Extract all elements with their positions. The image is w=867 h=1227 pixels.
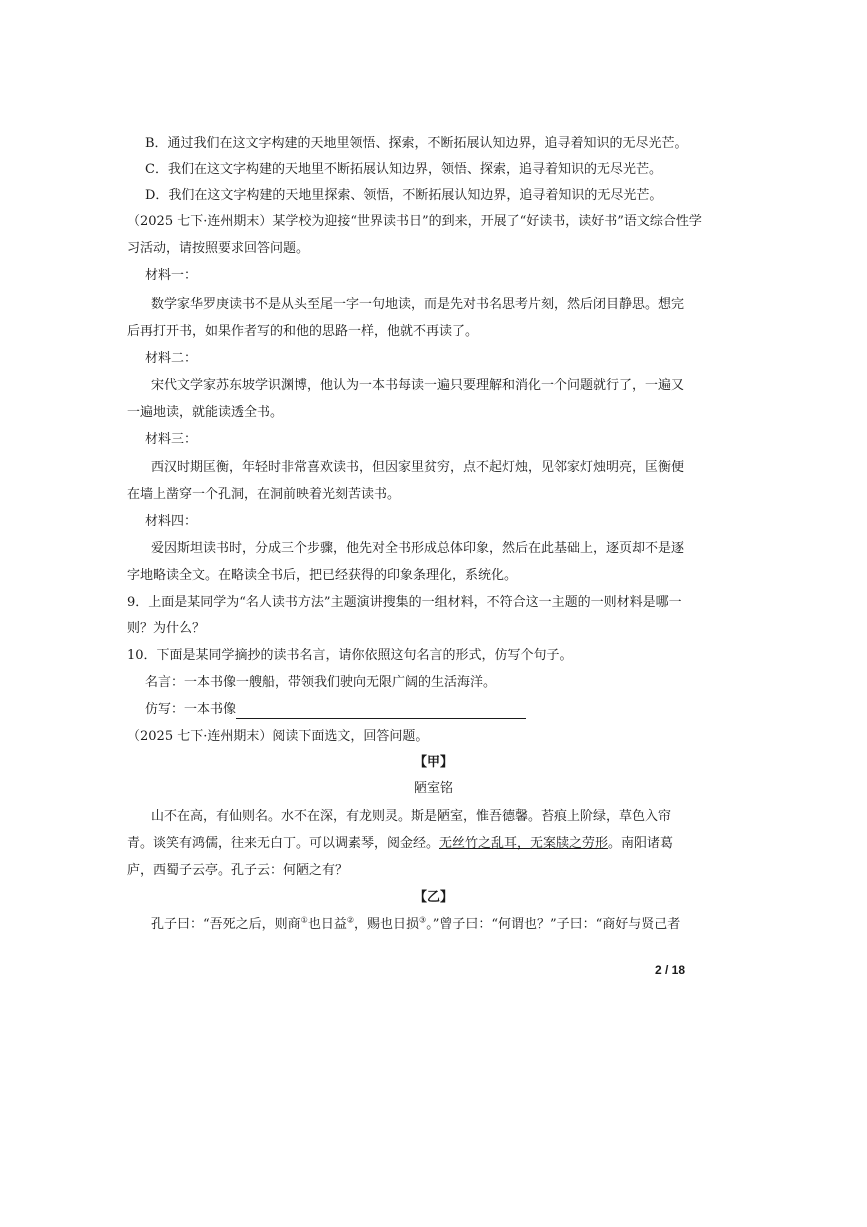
material4-line1: 爱因斯坦读书时，分成三个步骤，他先对全书形成总体印象，然后在此基础上，逐页却不是逐 bbox=[151, 541, 685, 556]
essay-jia-line2-text: 青。谈笑有鸿儒，往来无白丁。可以调素琴，阅金经。 bbox=[127, 836, 440, 851]
page-number: 2 / 18 bbox=[654, 963, 685, 977]
essay-yi-text-a: 孔子曰：“吾死之后，则商 bbox=[151, 917, 301, 932]
question-10: 10．下面是某同学摘抄的读书名言，请你依照这句名言的形式，仿写个句子。 bbox=[127, 648, 573, 663]
option-b: B．通过我们在这文字构建的天地里领悟、探索，不断拓展认知边界，追寻着知识的无尽光芒。 bbox=[145, 136, 688, 151]
material2-line1: 宋代文学家苏东坡学识渊博，他认为一本书每读一遍只要理解和消化一个问题就行了，一遍又 bbox=[151, 378, 685, 393]
footnote-marker-1: ① bbox=[300, 915, 308, 925]
essay-jia-line3: 庐，西蜀子云亭。孔子云：何陋之有？ bbox=[127, 863, 349, 878]
essay-title: 陋室铭 bbox=[413, 781, 453, 796]
essay-yi-text-d: 。”曾子曰：“何谓也？”子曰：“商好与贤己者 bbox=[426, 917, 681, 932]
essay-jia-line2 bbox=[127, 835, 673, 853]
answer-blank[interactable] bbox=[236, 704, 526, 719]
material3-line1: 西汉时期匡衡，年轻时非常喜欢读书，但因家里贫穷，点不起灯烛，见邻家灯烛明亮，匡衡便 bbox=[151, 460, 685, 475]
yi-heading: 【乙】 bbox=[413, 890, 453, 905]
question-9-line2: 则？为什么？ bbox=[127, 621, 206, 636]
material1-line2: 后再打开书，如果作者写的和他的思路一样，他就不再读了。 bbox=[127, 324, 479, 339]
option-d: D．我们在这文字构建的天地里探索、领悟，不断拓展认知边界，追寻着知识的无尽光芒。 bbox=[145, 188, 663, 203]
section1-intro-line1: （2025 七下·连州期末）某学校为迎接“世界读书日”的到来，开展了“好读书，读好书”语文综合性学 bbox=[127, 214, 702, 229]
material2-line2: 一遍地读，就能读透全书。 bbox=[127, 405, 284, 420]
material4-label: 材料四： bbox=[145, 514, 198, 529]
footnote-marker-2: ② bbox=[346, 915, 355, 925]
material4-line2: 字地略读全文。在略读全书后，把已经获得的印象条理化，系统化。 bbox=[127, 568, 518, 583]
section1-intro-line2: 习活动，请按照要求回答问题。 bbox=[127, 241, 310, 256]
essay-yi-line1 bbox=[151, 916, 680, 934]
imitate-prefix: 仿写：一本书像 bbox=[145, 702, 237, 717]
material2-label: 材料二： bbox=[145, 351, 198, 366]
material1-label: 材料一： bbox=[145, 268, 198, 283]
underlined-phrase: 无丝竹之乱耳，无案牍之劳形 bbox=[439, 836, 609, 851]
quote-line: 名言：一本书像一艘船，带领我们驶向无限广阔的生活海洋。 bbox=[145, 675, 497, 690]
jia-heading: 【甲】 bbox=[413, 755, 453, 770]
footnote-marker-3: ③ bbox=[419, 915, 427, 925]
imitate-line bbox=[145, 701, 526, 719]
material3-label: 材料三： bbox=[145, 432, 198, 447]
essay-yi-text-c: ，赐也日损 bbox=[354, 917, 420, 932]
material3-line2: 在墙上凿穿一个孔洞，在洞前映着光刻苦读书。 bbox=[127, 487, 401, 502]
section2-intro: （2025 七下·连州期末）阅读下面选文，回答问题。 bbox=[127, 729, 429, 744]
essay-jia-line1: 山不在高，有仙则名。水不在深，有龙则灵。斯是陋室，惟吾德馨。苔痕上阶绿，草色入帘 bbox=[151, 809, 672, 824]
question-9-line1: 9．上面是某同学为“名人读书方法”主题演讲搜集的一组材料，不符合这一主题的一则材料是哪一 bbox=[127, 595, 682, 610]
essay-jia-line2-tail: 。南阳诸葛 bbox=[608, 836, 674, 851]
essay-yi-text-b: 也日益 bbox=[307, 917, 347, 932]
option-c: C．我们在这文字构建的天地里不断拓展认知边界，领悟、探索，追寻着知识的无尽光芒。 bbox=[145, 162, 662, 177]
material1-line1: 数学家华罗庚读书不是从头至尾一字一句地读，而是先对书名思考片刻，然后闭目静思。想完 bbox=[151, 297, 685, 312]
